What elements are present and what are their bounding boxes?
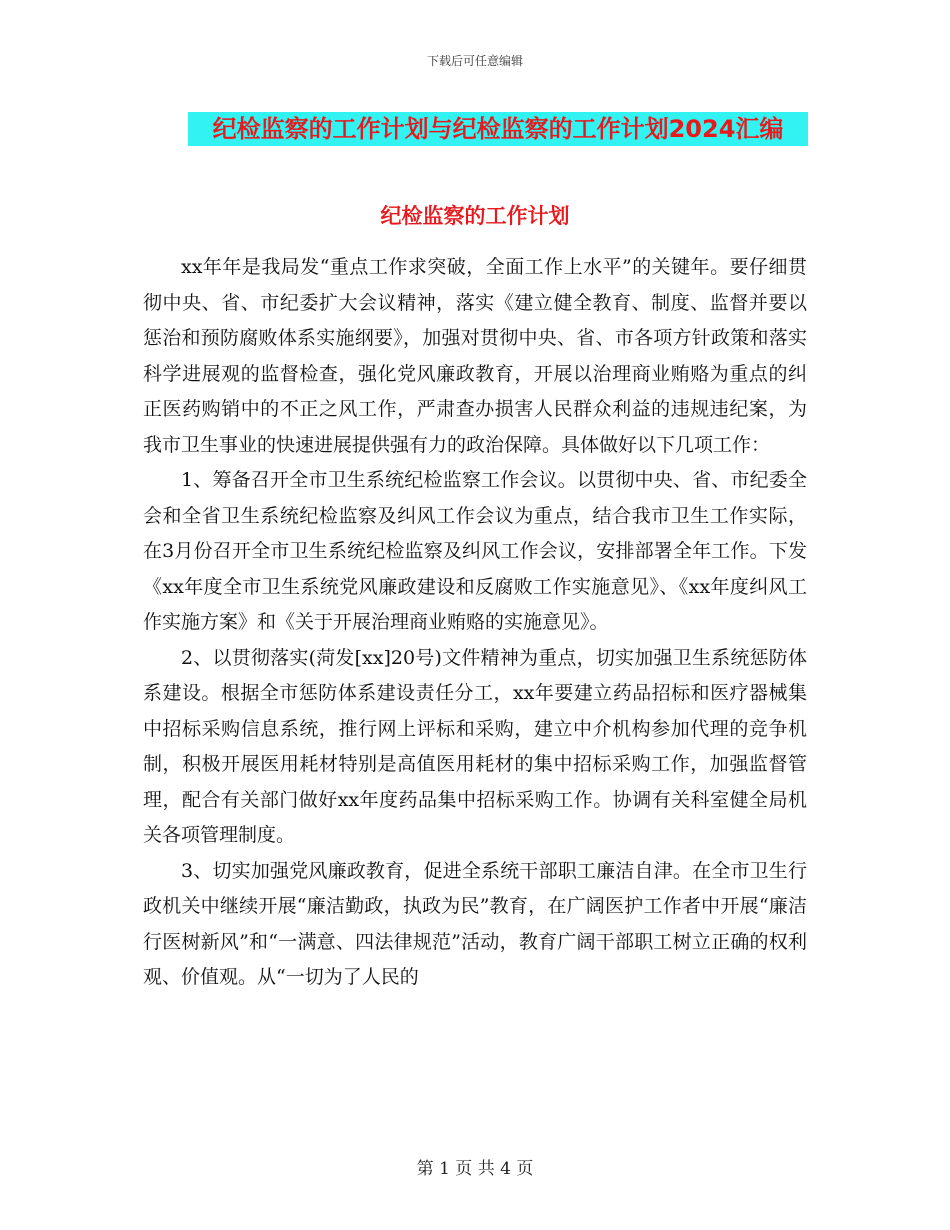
header-note: 下载后可任意编辑 (426, 54, 523, 68)
paragraph-intro: xx年年是我局发“重点工作求突破，全面工作上水平”的关键年。要仔细贯彻中央、省、市纪委扩大会议精神，落实《建立健全教育、制度、监督并要以惩治和预防腐败体系实施纲要》，加强对贯彻中央、省、市各项方针政策和落实科学进展观的监督检查，强化党风廉政教育，开展以治理商业贿赂为重点的纠正医药购销中的不正之风工作，严肃查办损害人民群众利益的违规违纪案，为我市卫生事业的快速进展提供强有力的政治保障。具体做好以下几项工作： (143, 256, 807, 456)
paragraph-item-3: 3、切实加强党风廉政教育，促进全系统干部职工廉洁自津。在全市卫生行政机关中继续开展“廉洁勤政，执政为民”教育，在广阔医护工作者中开展“廉洁行医树新风”和“一满意、四法律规范”活动，教育广阔干部职工树立正确的权利观、价值观。从“一切为了人民的 (143, 859, 807, 988)
section-title: 纪检监察的工作计划 (380, 204, 570, 228)
document-title: 纪检监察的工作计划与纪检监察的工作计划2024汇编 (212, 115, 784, 143)
body-text (143, 250, 807, 996)
paragraph-item-1: 1、筹备召开全市卫生系统纪检监察工作会议。以贯彻中央、省、市纪委全会和全省卫生系统纪检监察及纠风工作会议为重点，结合我市卫生工作实际，在3月份召开全市卫生系统纪检监察及纠风工作会议，安排部署全年工作。下发《xx年度全市卫生系统党风廉政建设和反腐败工作实施意见》、《xx年度纠风工作实施方案》和《关于开展治理商业贿赂的实施意见》。 (143, 469, 807, 633)
paragraph-item-2: 2、以贯彻落实(菏发[xx]20号)文件精神为重点，切实加强卫生系统惩防体系建设。根据全市惩防体系建设责任分工，xx年要建立药品招标和医疗器械集中招标采购信息系统，推行网上评标和采购，建立中介机构参加代理的竞争机制，积极开展医用耗材特别是高值医用耗材的集中招标采购工作，加强监督管理，配合有关部门做好xx年度药品集中招标采购工作。协调有关科室健全局机关各项管理制度。 (143, 646, 807, 846)
page-footer: 第 1 页 共 4 页 (416, 1159, 534, 1179)
